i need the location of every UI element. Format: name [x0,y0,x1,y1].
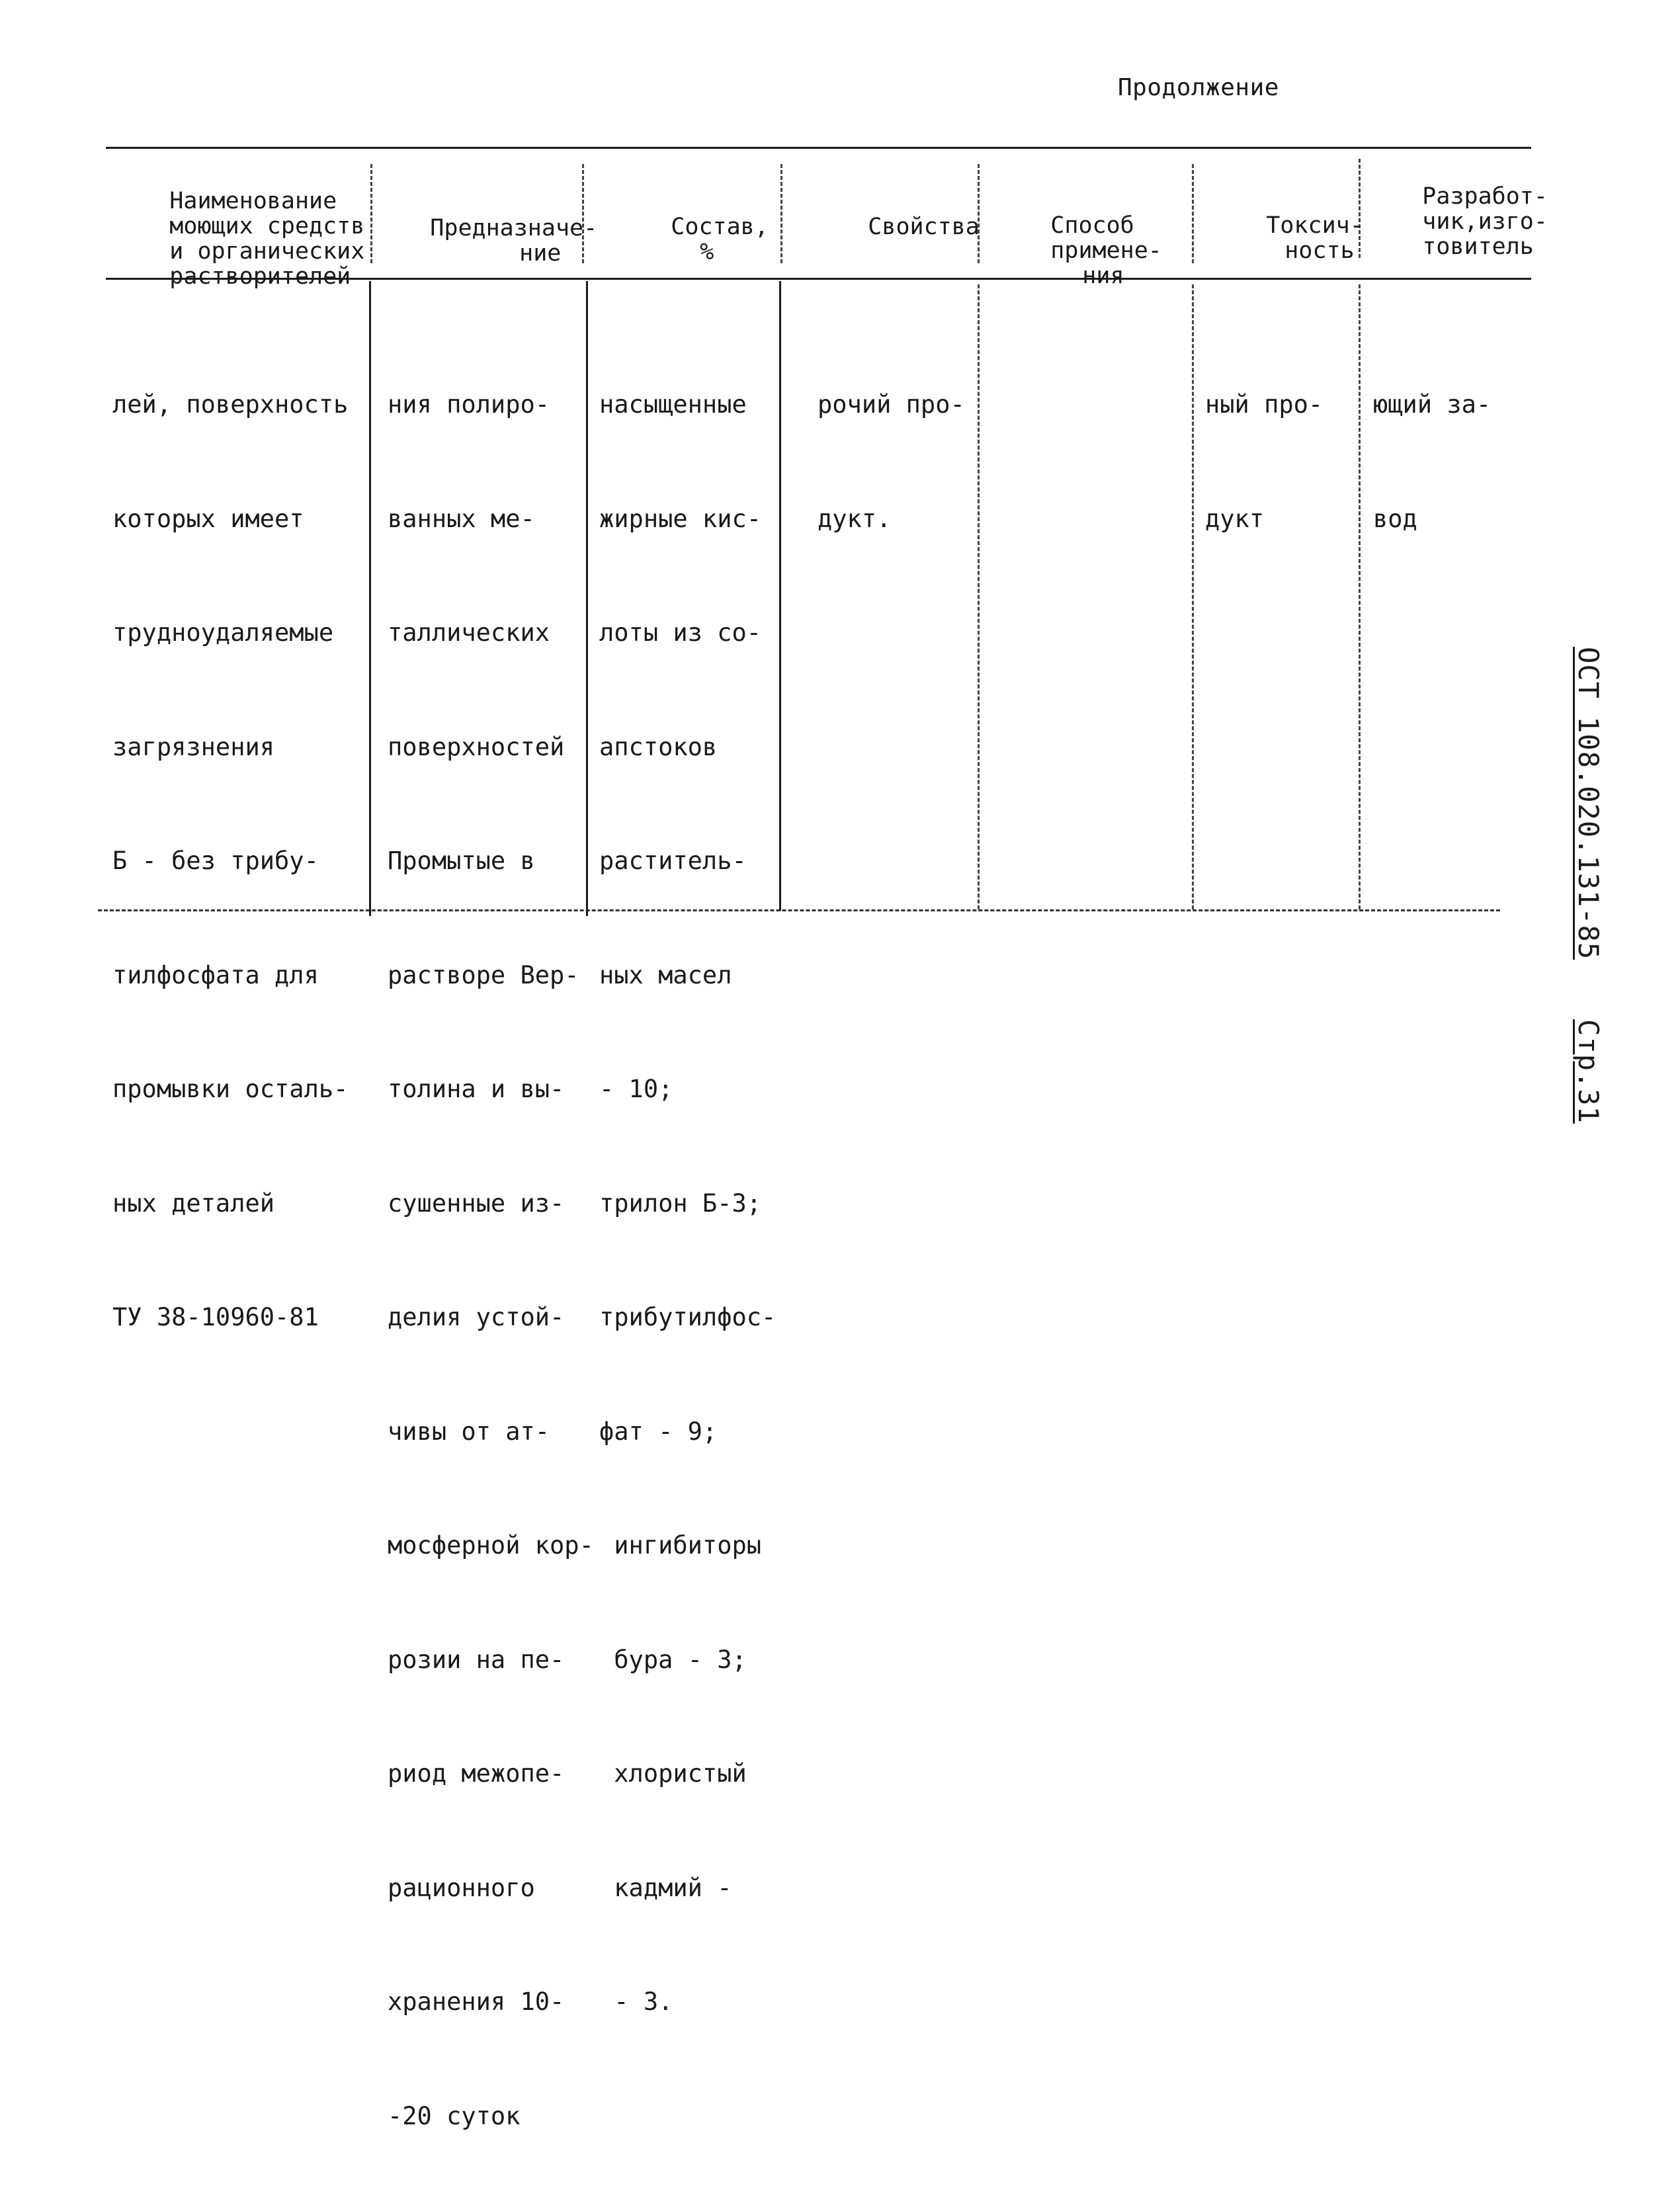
header-composition: Состав, % [671,214,769,265]
cell-developer: ющий за- вод [1373,390,1491,533]
column-divider [1359,284,1361,909]
header-developer: Разработ- чик,изго- товитель [1422,183,1548,260]
header-separator [780,164,782,263]
header-toxicity: Токсич- ность [1266,212,1364,264]
header-properties: Свойства [868,214,980,240]
header-purpose: Предназначе- ние [430,215,598,267]
header-name: Наименование моющих средств и органических растворителей [169,188,365,290]
column-divider [1192,284,1194,909]
document-number: ОСТ 108.020.131-85 [1572,647,1605,960]
cell-composition: насыщенные жирные кис- лоты из со- апстоков раститель- ных масел - 10; трилон Б-3; трибутилфос- фат - 9; ингибиторы бура - 3; хлористый кадмий - - 3. [599,390,777,2016]
continuation-label: Продолжение [1118,74,1279,101]
column-divider [978,284,980,909]
document-code [1572,647,1605,1124]
cell-properties: рочий про- дукт. [818,390,965,533]
column-divider [779,281,781,911]
header-application: Способ примене- ния [1050,212,1162,289]
column-divider [369,281,371,916]
header-separator [1192,164,1194,263]
table-top-rule [106,147,1531,149]
header-separator [370,164,372,263]
cell-name: лей, поверхность которых имеет трудноудаляемые загрязнения Б - без трибу- тилфосфата для промывки осталь- ных деталей ТУ 38-10960-81 [112,390,349,1331]
cell-toxicity: ный про- дукт [1205,390,1323,533]
page-number: Стр.31 [1572,1019,1605,1124]
cell-purpose: ния полиро- ванных ме- таллических поверхностей Промытые в растворе Вер- толина и вы- сушенные из- делия устой- чивы от ат- мосферной кор- розии на пе- риод межопе- рационного хранения 10- -20 суток [388,390,594,2130]
